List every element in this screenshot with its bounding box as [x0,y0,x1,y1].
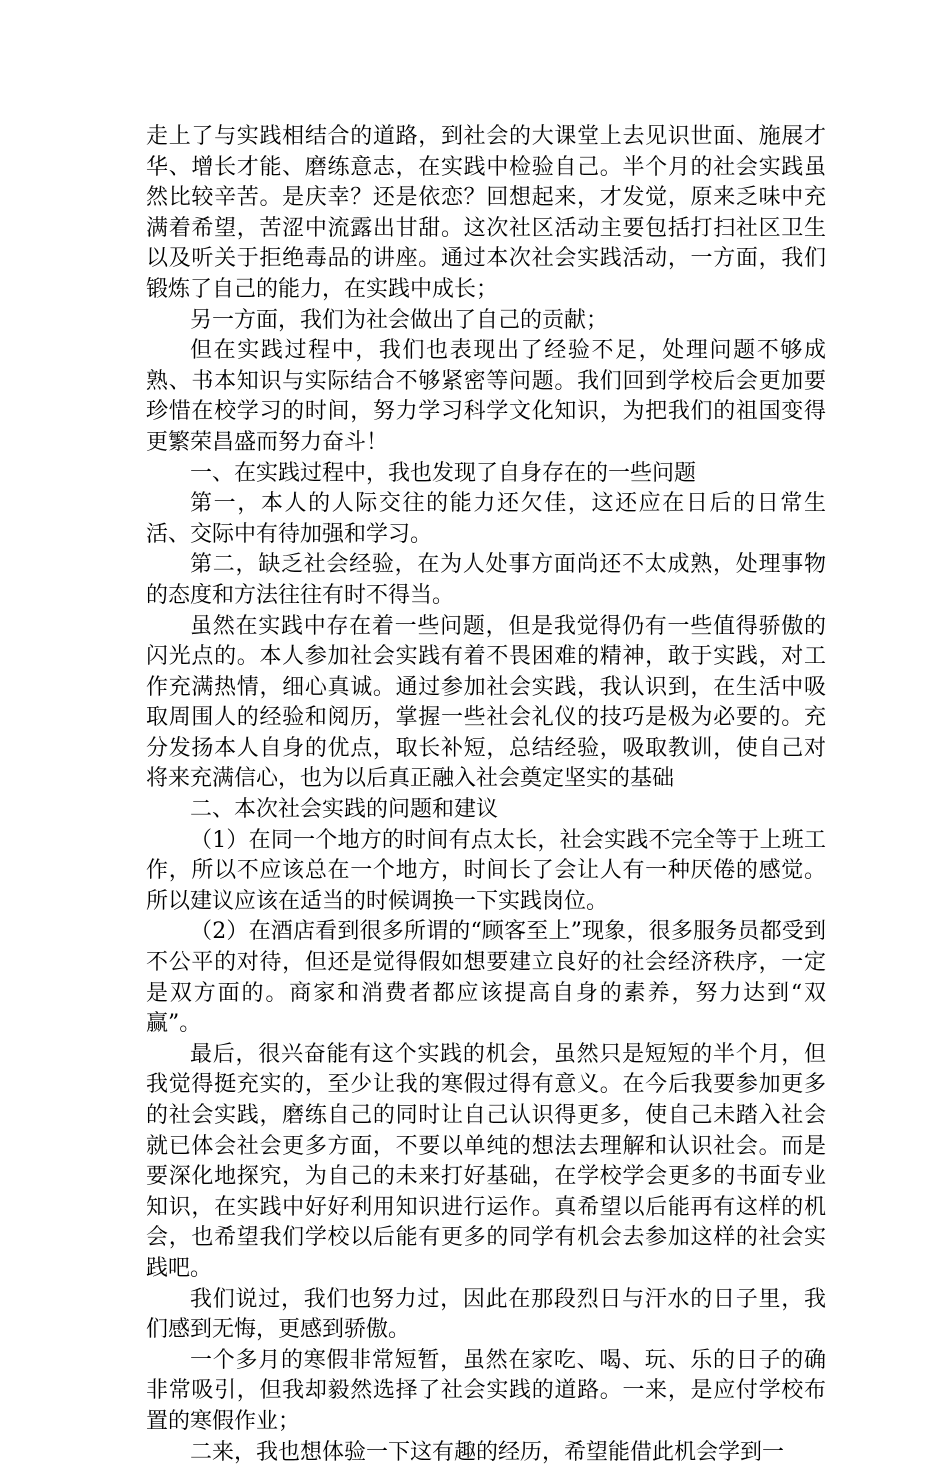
paragraph-4: 第一，本人的人际交往的能力还欠佳，这还应在日后的日常生活、交际中有待加强和学习。 [146,491,826,547]
paragraph-1: 走上了与实践相结合的道路，到社会的大课堂上去见识世面、施展才华、增长才能、磨练意志，在实践中检验自己。半个月的社会实践虽然比较辛苦。是庆幸？还是依恋？回想起来，才发觉，原来乏味中充满着希望，苦涩中流露出甘甜。这次社区活动主要包括打扫社区卫生以及听关于拒绝毒品的讲座。通过本次社会实践活动，一方面，我们锻炼了自己的能力，在实践中成长； [146,124,826,302]
paragraph-12: 二来，我也想体验一下这有趣的经历，希望能借此机会学到一 [190,1439,785,1465]
paragraph-11: 一个多月的寒假非常短暂，虽然在家吃、喝、玩、乐的日子的确非常吸引，但我却毅然选择了社会实践的道路。一来，是应付学校布置的寒假作业； [146,1347,826,1434]
paragraph-5: 第二，缺乏社会经验，在为人处事方面尚还不太成熟，处理事物的态度和方法往往有时不得当。 [146,552,826,608]
document-body [146,122,826,1468]
paragraph-6: 虽然在实践中存在着一些问题，但是我觉得仍有一些值得骄傲的闪光点的。本人参加社会实践有着不畏困难的精神，敢于实践，对工作充满热情，细心真诚。通过参加社会实践，我认识到，在生活中吸取周围人的经验和阅历，掌握一些社会礼仪的技巧是极为必要的。充分发扬本人自身的优点，取长补短，总结经验，吸取教训，使自己对将来充满信心，也为以后真正融入社会奠定坚实的基础 [146,613,826,792]
paragraph-10: 我们说过，我们也努力过，因此在那段烈日与汗水的日子里，我们感到无悔，更感到骄傲。 [146,1286,826,1343]
paragraph-2: 另一方面，我们为社会做出了自己的贡献； [190,307,609,333]
paragraph-9: 最后，很兴奋能有这个实践的机会，虽然只是短短的半个月，但我觉得挺充实的，至少让我的寒假过得有意义。在今后我要参加更多的社会实践，磨练自己的同时让自己认识得更多，使自己未踏入社会就已体会社会更多方面，不要以单纯的想法去理解和认识社会。而是要深化地探究，为自己的未来打好基础，在学校学会更多的书面专业知识，在实践中好好利用知识进行运作。真希望以后能再有这样的机会，也希望我们学校以后能有更多的同学有机会去参加这样的社会实践吧。 [146,1041,826,1281]
paragraph-3: 但在实践过程中，我们也表现出了经验不足，处理问题不够成熟、书本知识与实际结合不够紧密等问题。我们回到学校后会更加要珍惜在校学习的时间，努力学习科学文化知识，为把我们的祖国变得更繁荣昌盛而努力奋斗！ [146,338,826,455]
section-heading-2: 二、本次社会实践的问题和建议 [190,797,499,823]
section-heading-1: 一、在实践过程中，我也发现了自身存在的一些问题 [190,460,697,486]
paragraph-8: （2）在酒店看到很多所谓的“顾客至上”现象，很多服务员都受到不公平的对待，但还是觉得假如想要建立良好的社会经济秩序，一定是双方面的。商家和消费者都应该提高自身的素养，努力达到“双赢”。 [146,919,826,1037]
paragraph-7: （1）在同一个地方的时间有点太长，社会实践不完全等于上班工作，所以不应该总在一个地方，时间长了会让人有一种厌倦的感觉。所以建议应该在适当的时候调换一下实践岗位。 [146,827,826,914]
